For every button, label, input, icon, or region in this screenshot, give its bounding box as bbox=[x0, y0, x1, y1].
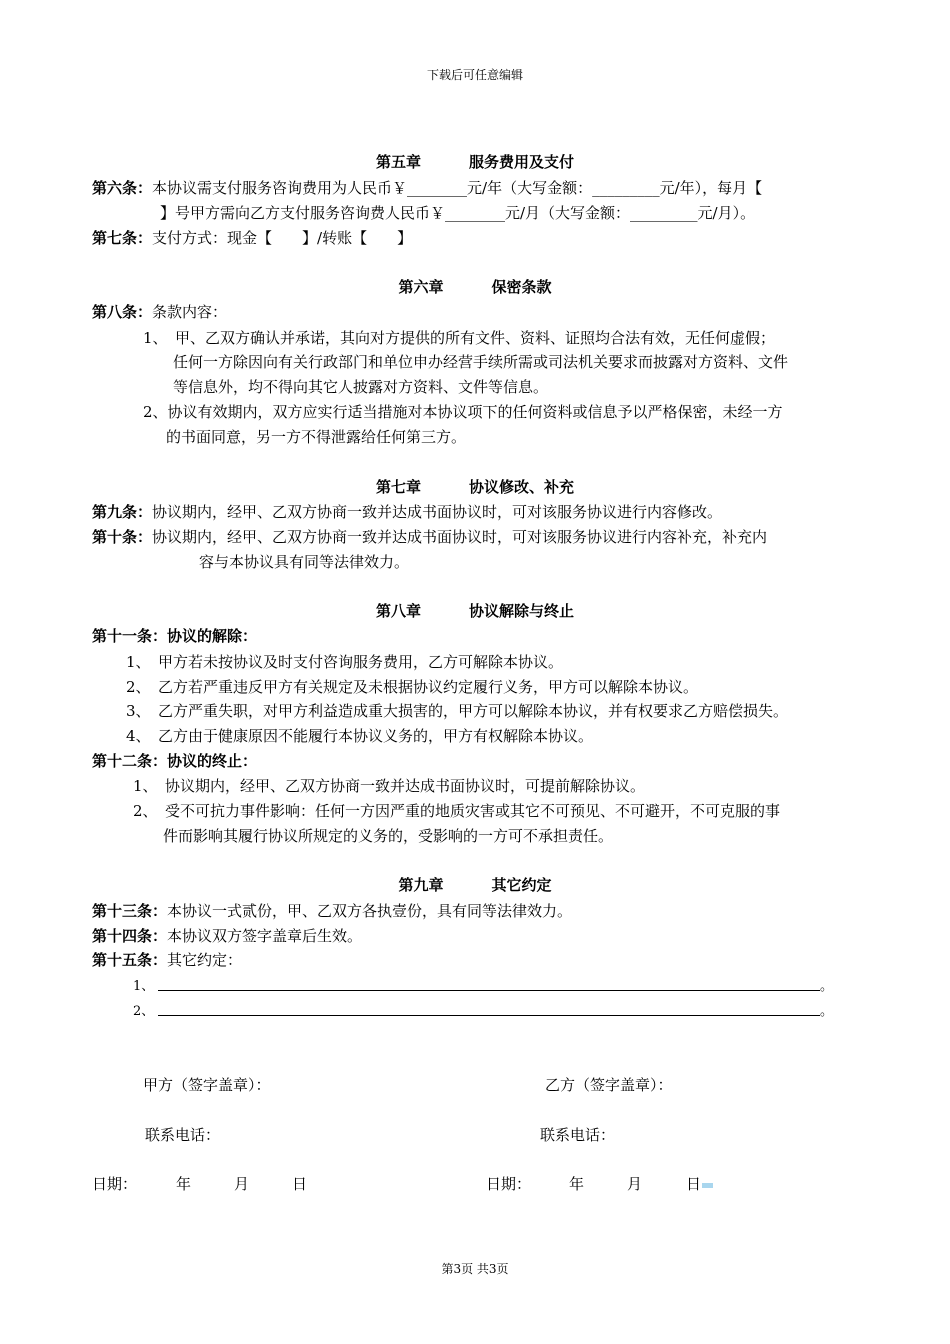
list-item: 1、 甲方若未按协议及时支付咨询服务费用，乙方可解除本协议。 bbox=[126, 653, 564, 671]
article-11-heading: 第十一条：协议的解除： bbox=[92, 627, 258, 645]
article-6 bbox=[92, 177, 762, 198]
chapter-title: 保密条款 bbox=[491, 278, 552, 296]
party-a-date-year: 年 bbox=[176, 1175, 192, 1193]
party-a-date-label: 日期： bbox=[92, 1175, 138, 1193]
article-label: 第六条： bbox=[92, 179, 153, 197]
article-text: 条款内容： bbox=[152, 303, 228, 321]
chapter-7-heading bbox=[0, 476, 950, 497]
page-header: 下载后可任意编辑 bbox=[426, 68, 523, 82]
article-10 bbox=[92, 526, 767, 547]
party-b-phone-label: 联系电话： bbox=[540, 1126, 616, 1144]
article-text: 本协议需支付服务咨询费用为人民币￥________元/年（大写金额：_________元/年），每月【 bbox=[152, 179, 763, 197]
article-label: 第十四条： bbox=[92, 927, 168, 945]
party-b-signature-label: 乙方（签字盖章）： bbox=[545, 1076, 673, 1094]
party-a-phone-label: 联系电话： bbox=[145, 1126, 221, 1144]
article-10-line-2: 容与本协议具有同等法律效力。 bbox=[199, 553, 410, 571]
chapter-8-heading bbox=[0, 600, 950, 621]
list-item: 2、协议有效期内，双方应实行适当措施对本协议项下的任何资料或信息予以严格保密，未经一方 bbox=[143, 403, 783, 421]
list-item: 4、 乙方由于健康原因不能履行本协议义务的，甲方有权解除本协议。 bbox=[126, 727, 594, 745]
article-label: 第七条： bbox=[92, 229, 153, 247]
page-footer: 第3页 共3页 bbox=[441, 1262, 509, 1276]
list-item-cont: 任何一方除因向有关行政部门和单位申办经营手续所需或司法机关要求而披露对方资料、文件 bbox=[173, 353, 789, 371]
article-text: 其它约定： bbox=[167, 951, 243, 969]
chapter-number: 第九章 bbox=[398, 876, 444, 894]
list-item-cont: 的书面同意，另一方不得泄露给任何第三方。 bbox=[166, 428, 467, 446]
party-b-date-day: 日 bbox=[686, 1175, 702, 1193]
fill-line bbox=[158, 1015, 820, 1016]
chapter-title: 服务费用及支付 bbox=[469, 153, 575, 171]
list-item-cont: 等信息外，均不得向其它人披露对方资料、文件等信息。 bbox=[173, 378, 549, 396]
article-text: 协议期内，经甲、乙双方协商一致并达成书面协议时，可对该服务协议进行内容补充，补充内 bbox=[152, 528, 768, 546]
text-cursor-marker bbox=[702, 1183, 713, 1188]
article-6-line-2: 】号甲方需向乙方支付服务咨询费人民币￥________元/月（大写金额：_________元/月）。 bbox=[160, 204, 756, 222]
party-a-date-month: 月 bbox=[234, 1175, 250, 1193]
article-15 bbox=[92, 949, 242, 970]
fill-line bbox=[158, 990, 820, 991]
list-item: 1、 甲、乙双方确认并承诺，其向对方提供的所有文件、资料、证照均合法有效，无任何虚假； bbox=[143, 329, 776, 347]
other-item-number: 2、 bbox=[133, 1004, 155, 1019]
list-item: 3、 乙方严重失职，对甲方利益造成重大损害的，甲方可以解除本协议，并有权要求乙方赔偿损失。 bbox=[126, 702, 789, 720]
chapter-number: 第六章 bbox=[398, 278, 444, 296]
chapter-9-heading bbox=[0, 874, 950, 895]
article-label: 第十三条： bbox=[92, 902, 168, 920]
party-b-date-month: 月 bbox=[627, 1175, 643, 1193]
article-text: 本协议双方签字盖章后生效。 bbox=[167, 927, 363, 945]
article-14 bbox=[92, 925, 362, 946]
chapter-6-heading bbox=[0, 276, 950, 297]
list-item: 1、 协议期内，经甲、乙双方协商一致并达成书面协议时，可提前解除协议。 bbox=[133, 777, 646, 795]
article-text: 支付方式：现金【 】/转账【 】 bbox=[152, 229, 413, 247]
list-item: 2、 受不可抗力事件影响：任何一方因严重的地质灾害或其它不可预见、不可避开，不可克服的事 bbox=[133, 802, 781, 820]
chapter-title: 协议解除与终止 bbox=[469, 602, 575, 620]
chapter-title: 其它约定 bbox=[491, 876, 552, 894]
article-label: 第十条： bbox=[92, 528, 153, 546]
party-a-signature-label: 甲方（签字盖章）： bbox=[143, 1076, 271, 1094]
other-item-end: 。 bbox=[820, 1004, 834, 1019]
article-label: 第九条： bbox=[92, 503, 153, 521]
list-item-cont: 件而影响其履行协议所规定的义务的，受影响的一方可不承担责任。 bbox=[163, 827, 614, 845]
party-b-date-year: 年 bbox=[569, 1175, 585, 1193]
other-item-end: 。 bbox=[820, 979, 834, 994]
list-item: 2、 乙方若严重违反甲方有关规定及未根据协议约定履行义务，甲方可以解除本协议。 bbox=[126, 678, 699, 696]
chapter-number: 第八章 bbox=[375, 602, 421, 620]
chapter-title: 协议修改、补充 bbox=[469, 478, 575, 496]
party-b-date-label: 日期： bbox=[486, 1175, 532, 1193]
other-item-number: 1、 bbox=[133, 979, 155, 994]
article-text: 协议期内，经甲、乙双方协商一致并达成书面协议时，可对该服务协议进行内容修改。 bbox=[152, 503, 723, 521]
article-text: 本协议一式贰份，甲、乙双方各执壹份，具有同等法律效力。 bbox=[167, 902, 573, 920]
article-label: 第十五条： bbox=[92, 951, 168, 969]
article-8 bbox=[92, 301, 227, 322]
article-7 bbox=[92, 227, 412, 248]
article-12-heading: 第十二条：协议的终止： bbox=[92, 752, 258, 770]
article-13 bbox=[92, 900, 572, 921]
chapter-number: 第五章 bbox=[375, 153, 421, 171]
article-9 bbox=[92, 501, 722, 522]
chapter-5-heading bbox=[0, 151, 950, 172]
article-label: 第八条： bbox=[92, 303, 153, 321]
chapter-number: 第七章 bbox=[375, 478, 421, 496]
party-a-date-day: 日 bbox=[292, 1175, 308, 1193]
